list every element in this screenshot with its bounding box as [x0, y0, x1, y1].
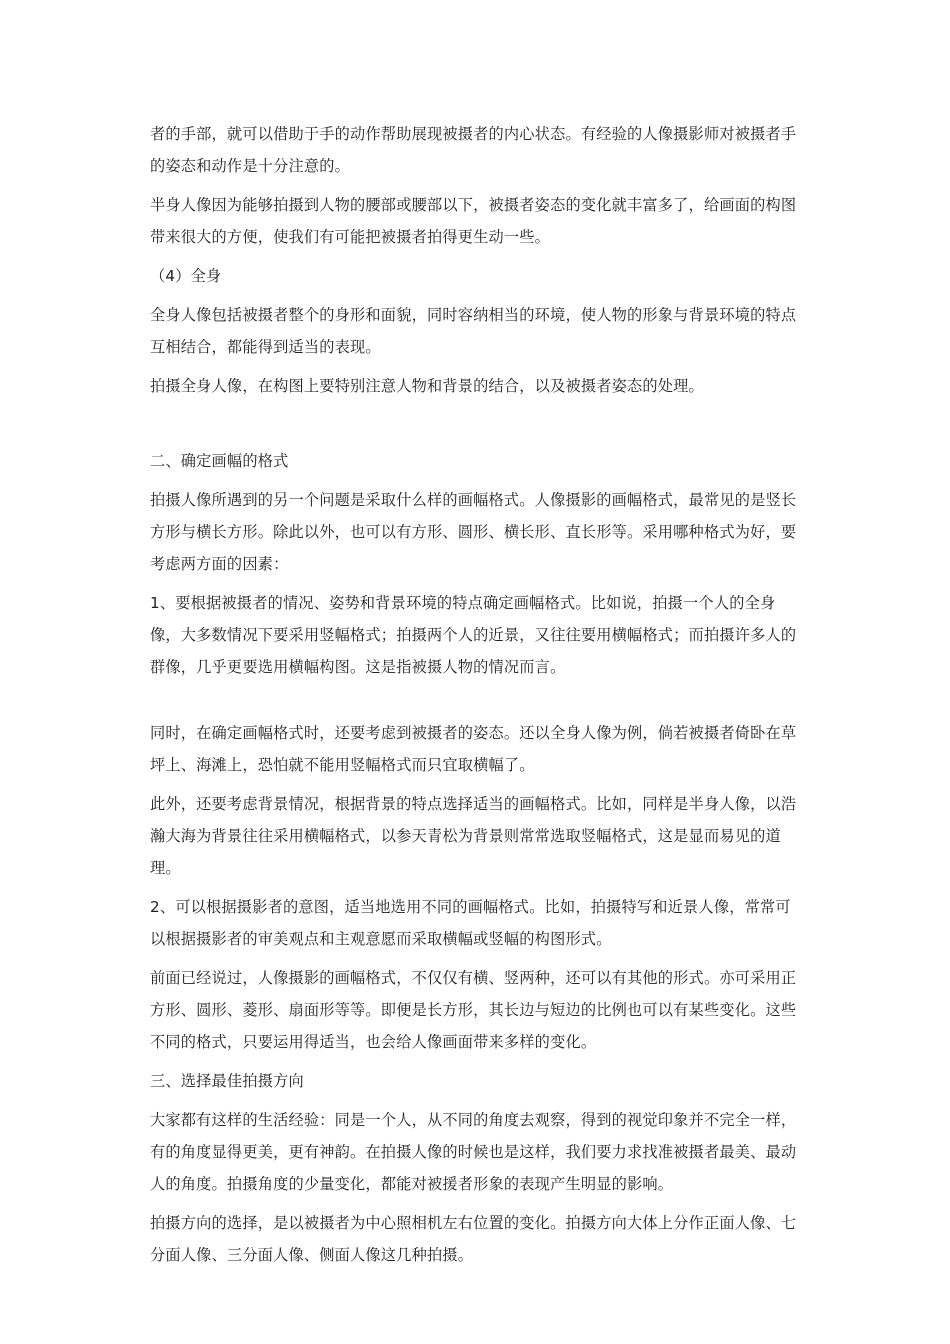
paragraph-subject-pose: 同时，在确定画幅格式时，还要考虑到被摄者的姿态。还以全身人像为例，倘若被摄者倚卧在草坪上、海滩上，恐怕就不能用竖幅格式而只宜取横幅了。: [150, 724, 797, 774]
paragraph-hand-gesture: 者的手部，就可以借助于手的动作帮助展现被摄者的内心状态。有经验的人像摄影师对被摄者手的姿态和动作是十分注意的。: [150, 125, 797, 175]
paragraph-full-body-intro: 全身人像包括被摄者整个的身形和面貌，同时容纳相当的环境，使人物的形象与背景环境的特点互相结合，都能得到适当的表现。: [150, 306, 797, 356]
paragraph-format-point-2: 2、可以根据摄影者的意图，适当地选用不同的画幅格式。比如，拍摄特写和近景人像，常常可以根据摄影者的审美观点和主观意愿而采取横幅或竖幅的构图形式。: [150, 898, 791, 948]
spacer: [150, 690, 802, 717]
document-body: [150, 118, 802, 1278]
paragraph-other-formats: 前面已经说过，人像摄影的画幅格式，不仅仅有横、竖两种，还可以有其他的形式。亦可采用正方形、圆形、菱形、扇面形等等。即便是长方形，其长边与短边的比例也可以有某些变化。这些不同的格式，只要运用得适当，也会给人像画面带来多样的变化。: [150, 969, 797, 1051]
paragraph-direction-choice: 拍摄方向的选择，是以被摄者为中心照相机左右位置的变化。拍摄方向大体上分作正面人像、七分面人像、三分面人像、侧面人像这几种拍摄。: [150, 1214, 797, 1264]
spacer: [150, 409, 802, 445]
paragraph-frame-format-intro: 拍摄人像所遇到的另一个问题是采取什么样的画幅格式。人像摄影的画幅格式，最常见的是竖长方形与横长方形。除此以外，也可以有方形、圆形、横长形、直长形等。采用哪种格式为好，要考虑两方面的因素：: [150, 491, 797, 573]
section-heading-frame-format: 二、确定画幅的格式: [150, 452, 289, 470]
paragraph-full-body-composition: 拍摄全身人像，在构图上要特别注意人物和背景的结合，以及被摄者姿态的处理。: [150, 377, 704, 395]
paragraph-half-body: 半身人像因为能够拍摄到人物的腰部或腰部以下，被摄者姿态的变化就丰富多了，给画面的构图带来很大的方便，使我们有可能把被摄者拍得更生动一些。: [150, 196, 797, 246]
paragraph-background: 此外，还要考虑背景情况，根据背景的特点选择适当的画幅格式。比如，同样是半身人像，以浩瀚大海为背景往往采用横幅格式，以参天青松为背景则常常选取竖幅格式，这是显而易见的道理。: [150, 795, 797, 877]
section-heading-shooting-direction: 三、选择最佳拍摄方向: [150, 1072, 304, 1090]
paragraph-format-point-1: 1、要根据被摄者的情况、姿势和背景环境的特点确定画幅格式。比如说，拍摄一个人的全身像，大多数情况下要采用竖幅格式；拍摄两个人的近景，又往往要用横幅格式；而拍摄许多人的群像，几乎更要选用横幅构图。这是指被摄人物的情况而言。: [150, 594, 797, 676]
paragraph-viewing-angle: 大家都有这样的生活经验：同是一个人，从不同的角度去观察，得到的视觉印象并不完全一样，有的角度显得更美，更有神韵。在拍摄人像的时候也是这样，我们要力求找准被摄者最美、最动人的角度。拍摄角度的少量变化，都能对被援者形象的表现产生明显的影响。: [150, 1111, 797, 1193]
subheading-full-body: （4）全身: [150, 267, 222, 285]
